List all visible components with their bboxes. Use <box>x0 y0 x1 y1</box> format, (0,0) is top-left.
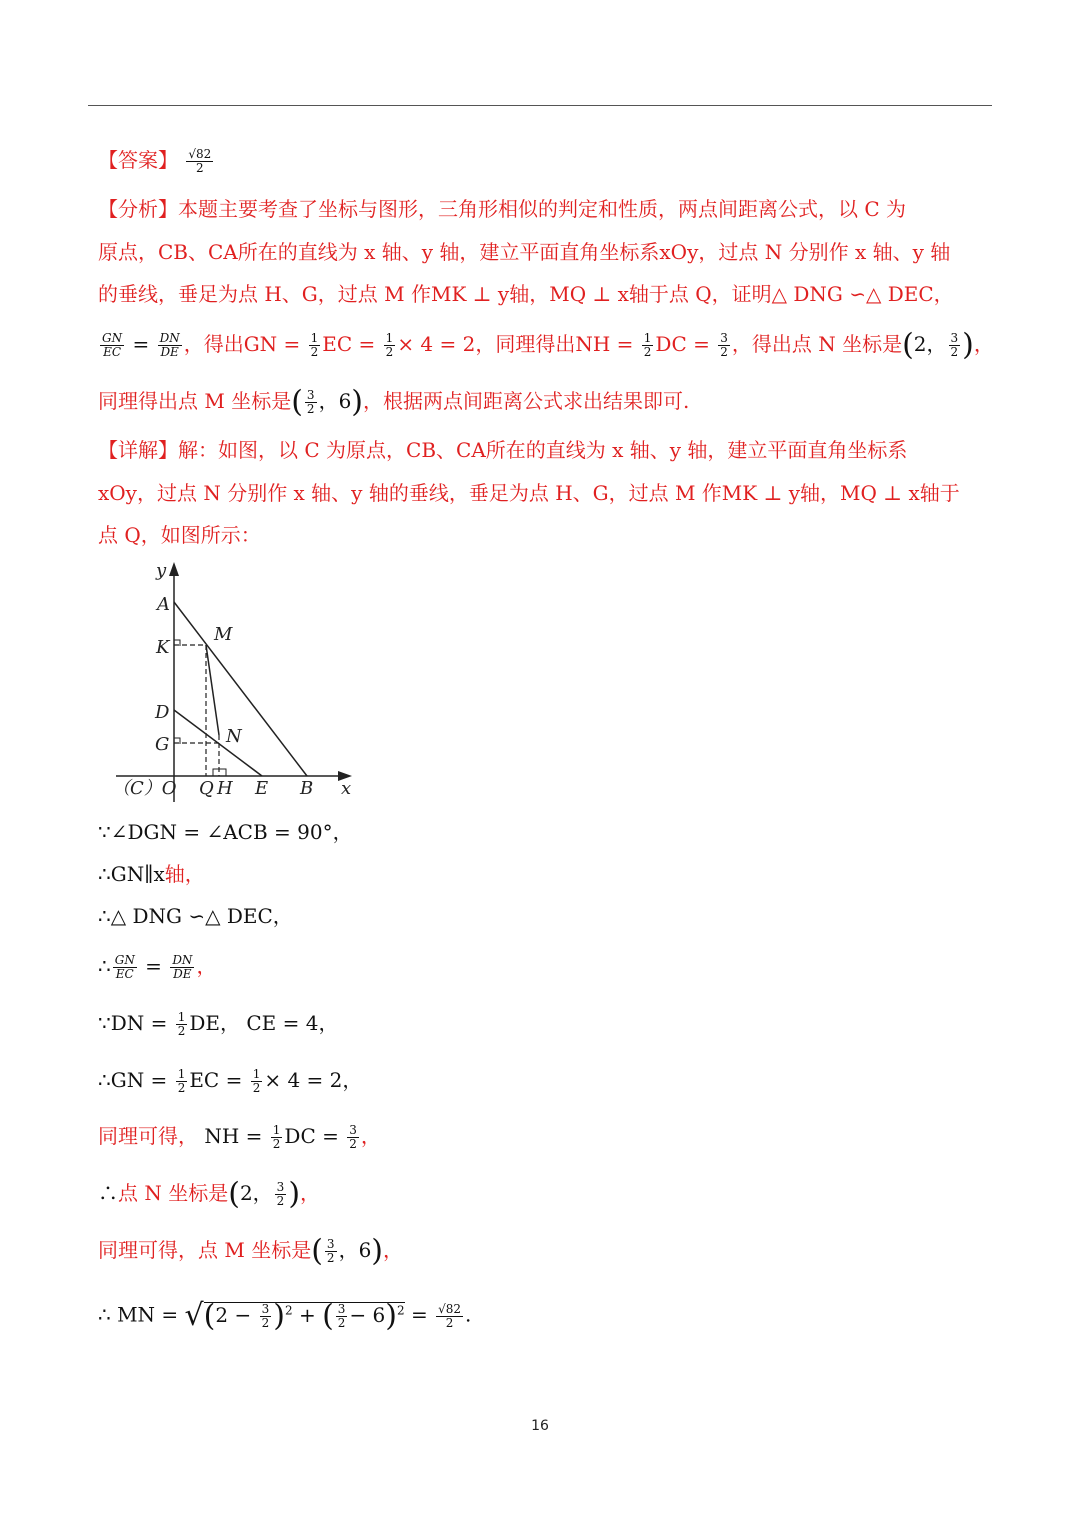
step-9: 同理可得，点 M 坐标是( $\frac{3}{2}$ ，6)， <box>98 1233 404 1269</box>
equals: = <box>404 1302 435 1327</box>
fraction-gn-ec: $\frac{GN}{EC}$ <box>114 953 135 981</box>
step-6 <box>98 1066 362 1095</box>
geometry-figure <box>100 560 370 810</box>
analysis-text-4c: × 4 = 2，同理得出NH = <box>397 332 640 356</box>
step-7: 同理可得， NH = $\frac{1}{2}$ DC = $\frac{3}{2}$ ， <box>98 1123 381 1151</box>
analysis-line-5: 同理得出点 M 坐标是( $\frac{3}{2}$ ，6)，根据两点间距离公式求出结果即可. <box>98 384 690 420</box>
y-axis-arrow <box>169 562 179 576</box>
analysis-tag: 【分析】 <box>98 197 178 221</box>
term-two-minus: 2 − <box>215 1302 258 1327</box>
answer-tag: 【答案】 <box>98 148 178 172</box>
fraction-three-half: $\frac{3}{2}$ <box>349 1123 357 1151</box>
analysis-line-2: 原点，CB、CA所在的直线为 x 轴、y 轴，建立平面直角坐标系xOy，过点 N 分别作 x 轴、y 轴 <box>98 240 951 264</box>
analysis-text-4a: ，得出GN = <box>183 332 307 356</box>
step-8-red: 点 N 坐标是 <box>118 1181 229 1205</box>
detail-text-1: 解：如图，以 C 为原点，CB、CA所在的直线为 x 轴、y 轴，建立平面直角坐标系 <box>178 438 908 462</box>
label-c-origin: （C）O <box>112 778 177 799</box>
analysis-text-4e: ，得出点 N 坐标是 <box>731 332 903 356</box>
fraction-half: $\frac{1}{2}$ <box>177 1010 186 1038</box>
coord-n-x: 2 <box>239 1181 253 1205</box>
label-n: N <box>226 726 242 747</box>
label-x: x <box>341 778 352 799</box>
label-q: Q <box>199 778 214 799</box>
analysis-text-5b: ，根据两点间距离公式求出结果即可. <box>363 389 690 413</box>
analysis-text-1: 本题主要考查了坐标与图形，三角形相似的判定和性质，两点间距离公式，以 C 为 <box>178 197 907 221</box>
analysis-text-5a: 同理得出点 M 坐标是 <box>98 389 292 413</box>
fraction-dn-de: $\frac{DN}{DE}$ <box>159 331 180 359</box>
step-6-prefix: ∴GN = <box>98 1068 174 1092</box>
step-2 <box>98 860 205 888</box>
term-minus-six: − 6 <box>349 1302 386 1327</box>
step-5-mid: DE， <box>189 1011 241 1035</box>
fraction-dn-de: $\frac{DN}{DE}$ <box>172 953 193 981</box>
fraction-three-half: $\frac{3}{2}$ <box>720 331 728 359</box>
detail-line-2: xOy，过点 N 分别作 x 轴、y 轴的垂线，垂足为点 H、G，过点 M 作MK ⊥ y轴，MQ ⊥ x轴于 <box>98 481 960 505</box>
step-8-prefix: ∴ <box>98 1181 118 1205</box>
step-5-prefix: ∵DN = <box>98 1011 174 1035</box>
step-10: ∴ MN = √(2 − $\frac{3}{2}$ )$^2$ + ( $\frac{3}{2}$ − 6)$^2$ = $\frac{√82}{2}$ . <box>98 1298 472 1334</box>
step-7-red: 同理可得， <box>98 1124 198 1148</box>
fraction-three-half: $\frac{3}{2}$ <box>306 388 315 416</box>
step-3: ∴△ DNG ∽△ DEC， <box>98 904 293 928</box>
fraction-three-half: $\frac{3}{2}$ <box>326 1237 335 1265</box>
label-e: E <box>255 778 269 799</box>
fraction-half: $\frac{1}{2}$ <box>643 331 652 359</box>
fraction-three-half: $\frac{3}{2}$ <box>337 1301 346 1330</box>
fraction-three-half: $\frac{3}{2}$ <box>950 331 959 359</box>
label-d: D <box>155 702 170 723</box>
step-7-black: NH = <box>198 1124 269 1148</box>
step-8: ∴点 N 坐标是(2， $\frac{3}{2}$ )， <box>98 1176 321 1212</box>
step-6-tail: × 4 = 2， <box>264 1068 363 1092</box>
page-number: 16 <box>531 1418 549 1434</box>
step-6-mid: EC = <box>189 1068 249 1092</box>
label-m: M <box>214 624 233 645</box>
step-2-text: 轴， <box>164 862 205 886</box>
step-9-red: 同理可得，点 M 坐标是 <box>98 1238 312 1262</box>
exponent: 2 <box>284 1303 293 1317</box>
step-5 <box>98 1009 338 1038</box>
answer-line <box>98 146 215 175</box>
label-y: y <box>156 560 167 581</box>
fraction-half: $\frac{1}{2}$ <box>385 331 394 359</box>
step-7-mid: DC = <box>284 1124 346 1148</box>
coord-m-y: 6 <box>338 389 352 413</box>
detail-line-1 <box>98 436 907 464</box>
fraction-half: $\frac{1}{2}$ <box>177 1067 186 1095</box>
label-b: B <box>300 778 314 799</box>
radicand: (2 − $\frac{3}{2}$ )$^2$ + ( $\frac{3}{2}$ − 6)$^2$ <box>203 1298 405 1334</box>
fraction-half: $\frac{1}{2}$ <box>310 331 319 359</box>
coord-m-y: 6 <box>358 1238 372 1262</box>
fraction-gn-ec: $\frac{GN}{EC}$ <box>102 331 123 359</box>
exponent: 2 <box>397 1303 405 1317</box>
coord-n-x: 2 <box>913 332 927 356</box>
step-2-math: ∴GN∥x <box>98 862 165 886</box>
fraction-three-half: $\frac{3}{2}$ <box>261 1301 270 1330</box>
label-k: K <box>156 637 170 658</box>
analysis-line-3: 的垂线，垂足为点 H、G，过点 M 作MK ⊥ y轴，MQ ⊥ x轴于点 Q，证明△ DNG ∽△ DEC， <box>98 282 954 306</box>
detail-line-3: 点 Q，如图所示： <box>98 523 261 547</box>
detail-tag: 【详解】 <box>98 438 178 462</box>
segment-ab <box>174 602 307 776</box>
fraction-half: $\frac{1}{2}$ <box>252 1067 261 1095</box>
label-h: H <box>217 778 233 799</box>
answer-fraction: $\frac{√82}{2}$ <box>438 1301 462 1330</box>
step-5-tail: CE = 4， <box>240 1011 339 1035</box>
plus-sign: + <box>292 1302 323 1327</box>
label-g: G <box>155 734 170 755</box>
step-4: ∴ $\frac{GN}{EC}$ = $\frac{DN}{DE}$ ， <box>98 953 217 981</box>
step-4-prefix: ∴ <box>98 954 111 978</box>
label-a: A <box>157 594 170 615</box>
fraction-half: $\frac{1}{2}$ <box>272 1123 281 1151</box>
step-1: ∵∠DGN = ∠ACB = 90°， <box>98 820 353 844</box>
analysis-line-1 <box>98 195 906 223</box>
header-rule <box>88 105 992 106</box>
fraction-three-half: $\frac{3}{2}$ <box>276 1180 285 1208</box>
right-angle-h <box>220 769 226 776</box>
analysis-text-4d: DC = <box>655 332 717 356</box>
step-10-prefix: ∴ MN = <box>98 1302 185 1327</box>
analysis-text-4b: EC = <box>322 332 382 356</box>
answer-fraction: $\frac{√82}{2}$ <box>188 147 212 175</box>
analysis-line-4: $\frac{GN}{EC}$ = $\frac{DN}{DE}$ ，得出GN = $\frac{1}{2}$ EC = $\frac{1}{2}$ × 4 = 2，同理得出NH = $\frac{1}{2}$ DC = $\frac{3}{2}$ ，得出点 N 坐标是(2， $\frac{3}{2}$ )， <box>102 327 994 363</box>
